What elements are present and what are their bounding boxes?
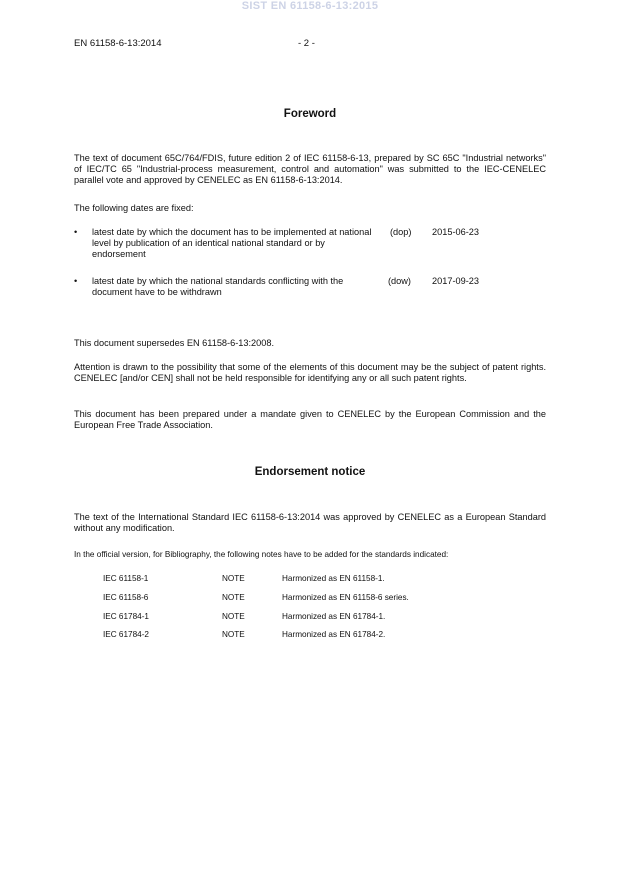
patent-paragraph: Attention is drawn to the possibility that some of the elements of this document may be the subject of patent rights. CENELEC [and/or CEN] shall not be held responsible for identifying any or all such patent rights.: [74, 362, 546, 383]
date-item-value: 2015-06-23: [432, 227, 479, 237]
dates-intro-text: The following dates are fixed:: [74, 203, 194, 213]
supersedes-paragraph: This document supersedes EN 61158-6-13:2008.: [74, 338, 275, 348]
date-item-value: 2017-09-23: [432, 276, 479, 286]
official-version-note: In the official version, for Bibliography, the following notes have to be added for the standards indicated:: [74, 550, 449, 559]
date-item-text: latest date by which the document has to be implemented at national level by publication of an identical national standard or by endorsement: [92, 227, 372, 259]
bullet-marker: •: [74, 227, 78, 237]
header-page-number: - 2 -: [298, 38, 315, 49]
endorsement-heading: Endorsement notice: [254, 466, 366, 478]
bullet-marker: •: [74, 276, 78, 286]
date-item-text: latest date by which the national standards conflicting with the document have to be withdrawn: [92, 276, 344, 297]
note-label: NOTE: [222, 574, 245, 583]
bibliography-note-row: [103, 612, 463, 622]
date-item-code: (dow): [388, 276, 411, 286]
note-text: Harmonized as EN 61784-2.: [282, 630, 386, 639]
note-text: Harmonized as EN 61784-1.: [282, 612, 386, 621]
mandate-paragraph: This document has been prepared under a mandate given to CENELEC by the European Commission and the European Free Trade Association.: [74, 409, 546, 430]
bibliography-note-row: [103, 630, 463, 640]
note-label: NOTE: [222, 612, 245, 621]
bibliography-note-row: [103, 593, 463, 603]
note-label: NOTE: [222, 630, 245, 639]
watermark-title: SIST EN 61158-6-13:2015: [241, 0, 379, 12]
note-text: Harmonized as EN 61158-1.: [282, 574, 385, 583]
foreword-intro-paragraph: The text of document 65C/764/FDIS, future edition 2 of IEC 61158-6-13, prepared by SC 65C "Industrial networks" of IEC/TC 65 "Industrial-process measurement, control and automation" was submitted to the IEC-CENELEC parallel vote and approved by CENELEC as EN 61158-6-13:2014.: [74, 153, 546, 185]
date-item-dop: [74, 227, 546, 263]
note-standard: IEC 61158-1: [103, 574, 149, 583]
bibliography-note-row: [103, 574, 463, 584]
note-standard: IEC 61784-1: [103, 612, 149, 621]
endorsement-paragraph: The text of the International Standard IEC 61158-6-13:2014 was approved by CENELEC as a European Standard without any modification.: [74, 512, 546, 533]
header-document-id: EN 61158-6-13:2014: [74, 38, 162, 49]
date-item-code: (dop): [390, 227, 412, 237]
note-text: Harmonized as EN 61158-6 series.: [282, 593, 409, 602]
note-standard: IEC 61784-2: [103, 630, 149, 639]
date-item-dow: [74, 276, 546, 300]
note-label: NOTE: [222, 593, 245, 602]
foreword-heading: Foreword: [283, 108, 337, 120]
note-standard: IEC 61158-6: [103, 593, 149, 602]
